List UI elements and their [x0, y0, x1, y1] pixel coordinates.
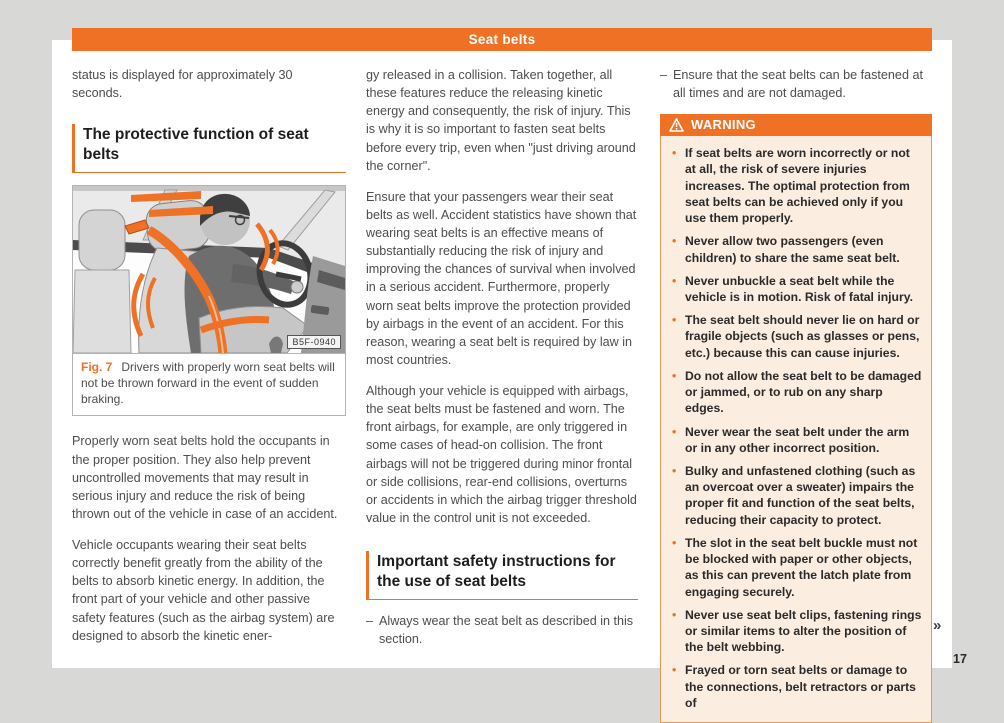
chapter-header-tab	[72, 28, 932, 51]
warning-bullet: • Never wear the seat belt under the arm or in any other incorrect position.	[670, 424, 922, 456]
warning-bullet: • The slot in the seat belt buckle must not be blocked with paper or other objects, as this can prevent the latch plate from engaging securely.	[670, 535, 922, 600]
warning-bullet: • If seat belts are worn incorrectly or not at all, the risk of severe injuries increases. The optimal protection from seat belts can be achieved only if you use them properly.	[670, 145, 922, 226]
chapter-title: Seat belts	[468, 32, 536, 47]
figure-7	[72, 185, 346, 416]
page-number: 17	[953, 652, 967, 666]
right-column	[660, 66, 932, 723]
paragraph: Ensure that your passengers wear their seat belts as well. Accident statistics have shown that wearing seat belts is an effective means of substantially reducing the risk of injury and improving the chances of survival when involved in a serious accident. Furthermore, properly worn seat belts improve the protection provided by airbags in the event of an accident. For this reason, wearing a seat belt is required by law in most countries.	[366, 189, 637, 367]
warning-bullet: • Never unbuckle a seat belt while the vehicle is in motion. Risk of fatal injury.	[670, 273, 922, 305]
warning-body	[660, 136, 932, 723]
instruction-item: – Ensure that the seat belts can be fastened at all times and are not damaged.	[660, 66, 932, 102]
warning-title: WARNING	[691, 116, 756, 132]
figure-caption	[73, 354, 345, 415]
figure-caption-text: Drivers with properly worn seat belts will not be thrown forward in the event of sudden braking.	[81, 359, 335, 406]
paragraph: Although your vehicle is equipped with airbags, the seat belts must be fastened and worn. The front airbags, for example, are only triggered in some cases of head-on collision. The front airbags will not be triggered during minor frontal or side collisions, rear-end collisions, overturns or accidents in which the airbag trigger threshold value in the control unit is not exceeded.	[366, 384, 637, 525]
paragraph: gy released in a collision. Taken together, all these features reduce the releasing kinetic energy and consequently, the risk of injury. This is why it is so important to fasten seat belts before every trip, even when "just driving around the corner".	[366, 68, 636, 173]
warning-bullet: • The seat belt should never lie on hard or fragile objects (such as glasses or pens, etc.) because this can cause injuries.	[670, 312, 922, 361]
section-heading-protective-function: The protective function of seat belts	[72, 124, 346, 173]
paragraph: Vehicle occupants wearing their seat belts correctly benefit greatly from the ability of the belts to absorb kinetic energy. In addition, the front part of your vehicle and other passive safety features (such as the airbag system) are designed to absorb the kinetic ener-	[72, 538, 335, 643]
paragraph: Properly worn seat belts hold the occupants in the proper position. They also help prevent uncontrolled movements that may result in serious injury and reduce the risk of being thrown out of the vehicle in case of an accident.	[72, 434, 338, 521]
figure-label: Fig. 7	[81, 359, 113, 374]
figure-image-code: B5F-0940	[287, 335, 341, 349]
warning-bullet: • Do not allow the seat belt to be damaged or jammed, or to rub on any sharp edges.	[670, 368, 922, 417]
driver-seatbelt-illustration	[73, 186, 345, 353]
warning-header	[660, 114, 932, 136]
left-column	[72, 66, 346, 658]
section-heading-safety-instructions: Important safety instructions for the use of seat belts	[366, 551, 638, 600]
middle-column	[366, 66, 638, 660]
continued-marker: »	[933, 617, 942, 634]
paragraph: status is displayed for approximately 30 seconds.	[72, 68, 293, 101]
warning-bullet: • Frayed or torn seat belts or damage to the connections, belt retractors or parts of	[670, 662, 922, 711]
instruction-item: – Always wear the seat belt as described in this section.	[366, 612, 638, 648]
warning-box	[660, 114, 932, 723]
warning-bullet: • Bulky and unfastened clothing (such as an overcoat over a sweater) impairs the proper fit and function of the seat belts, reducing their capacity to protect.	[670, 463, 922, 528]
warning-bullet: • Never allow two passengers (even children) to share the same seat belt.	[670, 233, 922, 265]
figure-illustration	[73, 186, 345, 354]
warning-triangle-icon	[669, 118, 684, 132]
warning-bullet: • Never use seat belt clips, fastening rings or similar items to alter the position of the belt webbing.	[670, 607, 922, 656]
